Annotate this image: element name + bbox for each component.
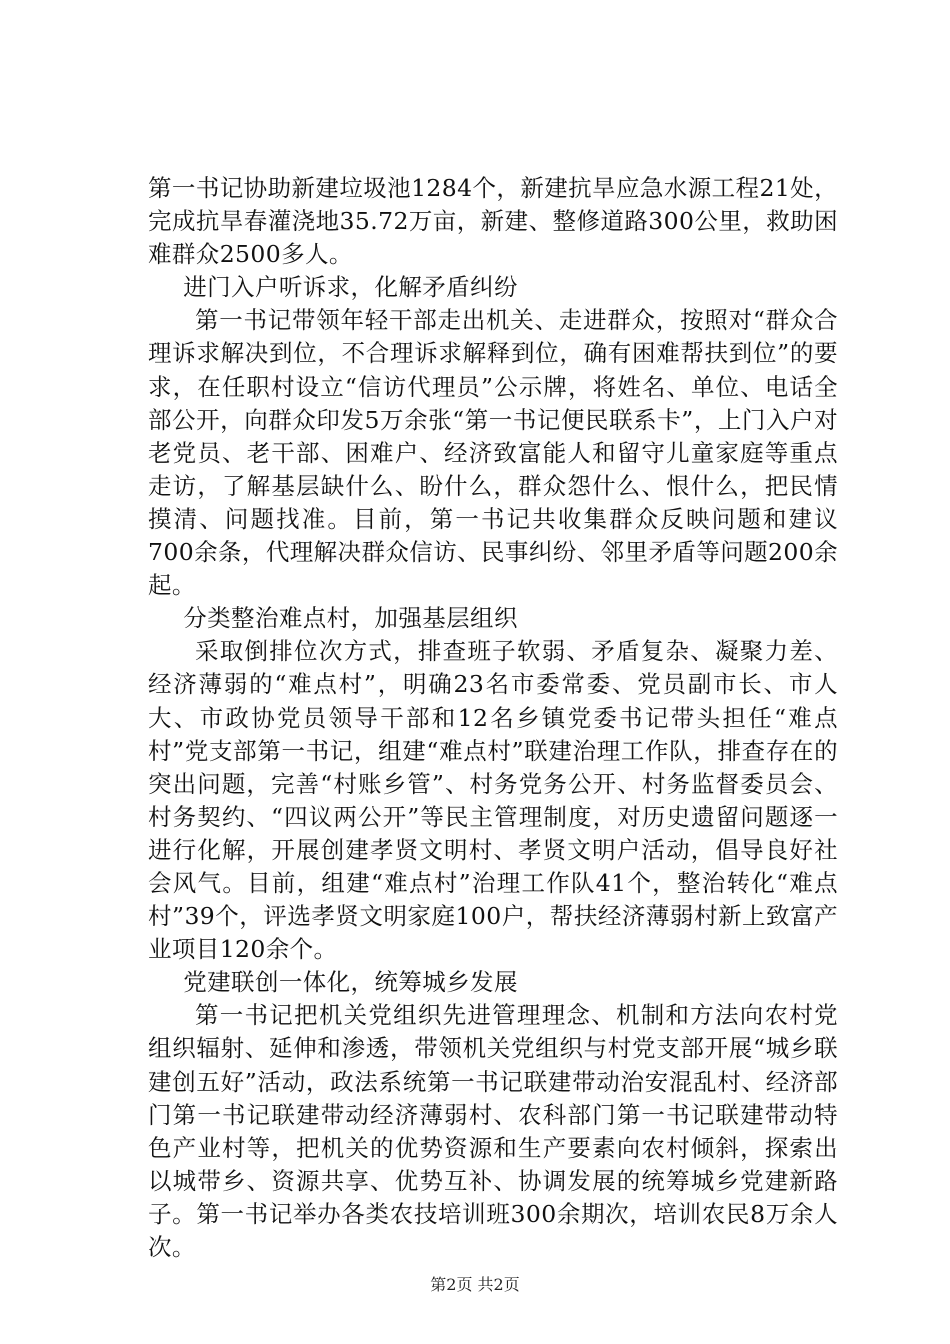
intro-paragraph: 第一书记协助新建垃圾池1284个，新建抗旱应急水源工程21处，完成抗旱春灌浇地35.72万亩，新建、整修道路300公里，救助困难群众2500多人。 [148,174,838,269]
section-body-urban-rural: 第一书记把机关党组织先进管理理念、机制和方法向农村党组织辐射、延伸和渗透，带领机关党组织与村党支部开展“城乡联建创五好”活动，政法系统第一书记联建带动治安混乱村、经济部门第一书记联建带动经济薄弱村、农科部门第一书记联建带动特色产业村等，把机关的优势资源和生产要素向农村倾斜，探索出以城带乡、资源共享、优势互补、协调发展的统筹城乡党建新路子。第一书记举办各类农技培训班300余期次，培训农民8万余人次。 [148,1001,838,1261]
section-heading-petitions: 进门入户听诉求，化解矛盾纠纷 [183,273,518,302]
section-heading-difficult-villages: 分类整治难点村，加强基层组织 [183,604,518,633]
section-heading-urban-rural: 党建联创一体化，统筹城乡发展 [183,968,518,997]
section-body-difficult-villages: 采取倒排位次方式，排查班子软弱、矛盾复杂、凝聚力差、经济薄弱的“难点村”，明确23名市委常委、党员副市长、市人大、市政协党员领导干部和12名乡镇党委书记带头担任“难点村”党支部第一书记，组建“难点村”联建治理工作队，排查存在的突出问题，完善“村账乡管”、村务党务公开、村务监督委员会、村务契约、“四议两公开”等民主管理制度，对历史遗留问题逐一进行化解，开展创建孝贤文明村、孝贤文明户活动，倡导良好社会风气。目前，组建“难点村”治理工作队41个，整治转化“难点村”39个，评选孝贤文明家庭100户，帮扶经济薄弱村新上致富产业项目120余个。 [148,637,838,964]
document-body [148,172,838,1264]
page-number: 第2页 共2页 [430,1275,520,1294]
page-footer [0,1272,950,1295]
section-body-petitions: 第一书记带领年轻干部走出机关、走进群众，按照对“群众合理诉求解决到位，不合理诉求解释到位，确有困难帮扶到位”的要求，在任职村设立“信访代理员”公示牌，将姓名、单位、电话全部公开，向群众印发5万余张“第一书记便民联系卡”，上门入户对老党员、老干部、困难户、经济致富能人和留守儿童家庭等重点走访，了解基层缺什么、盼什么，群众怨什么、恨什么，把民情摸清、问题找准。目前，第一书记共收集群众反映问题和建议700余条，代理解决群众信访、民事纠纷、邻里矛盾等问题200余起。 [148,306,838,600]
